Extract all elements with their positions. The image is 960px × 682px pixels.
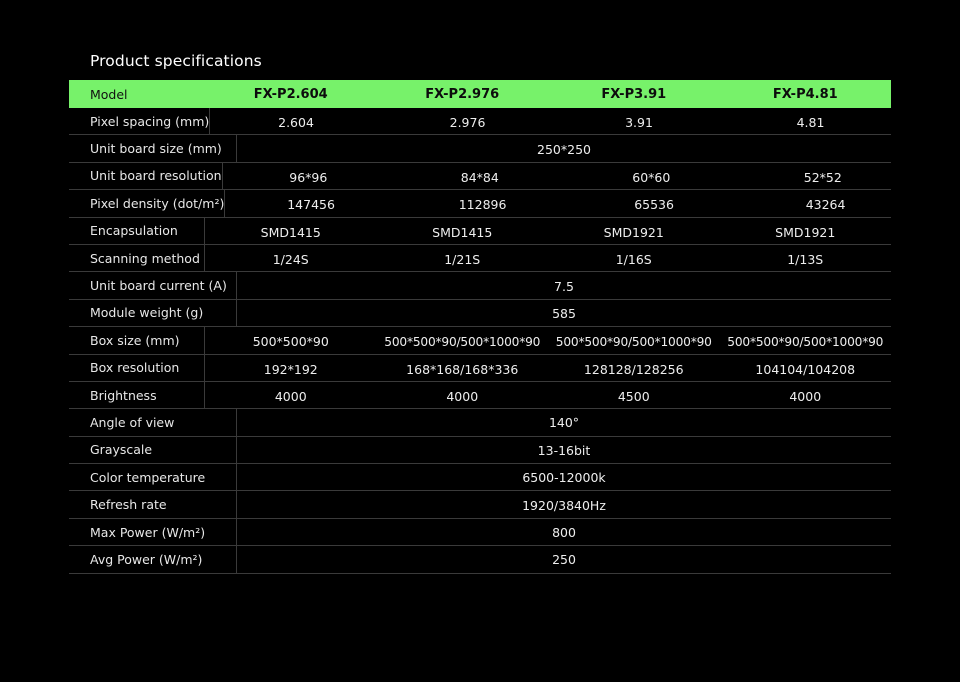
spec-value: 168*168/168*336 [406, 361, 519, 377]
spec-value: 96*96 [289, 169, 328, 185]
spec-value: 2.976 [449, 115, 486, 131]
table-body [69, 108, 891, 574]
spec-values [237, 519, 891, 545]
table-row [69, 272, 891, 299]
spec-value: 4.81 [796, 115, 825, 131]
spec-values [237, 272, 891, 298]
spec-values [237, 464, 891, 490]
spec-value-shared: 250 [552, 552, 576, 568]
spec-value: 52*52 [803, 169, 842, 185]
spec-value: 112896 [458, 197, 507, 213]
spec-label: Pixel density (dot/m²) [69, 190, 225, 216]
spec-value: 1/16S [615, 252, 652, 268]
spec-values [237, 135, 891, 161]
spec-value: SMD1921 [775, 224, 836, 240]
spec-table [69, 80, 891, 574]
spec-values [210, 108, 896, 134]
table-row [69, 464, 891, 491]
spec-values [205, 382, 891, 408]
spec-value-shared: 6500-12000k [522, 470, 606, 486]
spec-value: 60*60 [632, 169, 671, 185]
spec-value-shared: 140° [548, 415, 580, 431]
spec-label: Unit board resolution [69, 163, 223, 189]
spec-values [237, 491, 891, 517]
spec-label: Box size (mm) [69, 327, 205, 353]
table-row [69, 546, 891, 573]
spec-value: SMD1921 [603, 224, 664, 240]
header-models [205, 80, 891, 108]
table-row [69, 409, 891, 436]
spec-label: Pixel spacing (mm) [69, 108, 210, 134]
spec-label: Encapsulation [69, 218, 205, 244]
page-title: Product specifications [90, 52, 262, 70]
model-column-header: FX-P2.604 [253, 87, 328, 102]
spec-value-shared: 1920/3840Hz [522, 497, 606, 513]
spec-value-shared: 13-16bit [537, 442, 591, 458]
table-row [69, 519, 891, 546]
spec-values [237, 409, 891, 435]
spec-values [205, 218, 891, 244]
table-header-row [69, 80, 891, 108]
spec-value: 500*500*90/500*1000*90 [384, 334, 541, 349]
spec-label: Refresh rate [69, 491, 237, 517]
spec-value: 1/13S [787, 252, 824, 268]
spec-value: SMD1415 [260, 224, 321, 240]
spec-value-shared: 800 [552, 525, 576, 541]
spec-label: Brightness [69, 382, 205, 408]
spec-value: 2.604 [278, 115, 314, 131]
spec-label: Angle of view [69, 409, 237, 435]
spec-values [237, 546, 891, 572]
spec-value: 500*500*90/500*1000*90 [555, 334, 712, 349]
table-row [69, 300, 891, 327]
table-row [69, 190, 891, 217]
spec-value-shared: 585 [552, 305, 576, 321]
spec-label: Box resolution [69, 355, 205, 381]
table-row [69, 108, 891, 135]
table-row [69, 382, 891, 409]
spec-value: 4000 [789, 389, 822, 405]
spec-value: 4000 [446, 389, 479, 405]
table-row [69, 491, 891, 518]
spec-label: Unit board size (mm) [69, 135, 237, 161]
model-column-header: FX-P3.91 [601, 87, 667, 102]
spec-value: 192*192 [263, 361, 318, 377]
spec-value-shared: 7.5 [554, 278, 574, 294]
spec-label: Avg Power (W/m²) [69, 546, 237, 572]
spec-value: 84*84 [460, 169, 499, 185]
spec-label: Max Power (W/m²) [69, 519, 237, 545]
header-label-model: Model [90, 86, 128, 102]
spec-values [205, 327, 891, 353]
table-row [69, 355, 891, 382]
table-row [69, 437, 891, 464]
spec-values [205, 245, 891, 271]
table-row [69, 218, 891, 245]
table-row [69, 327, 891, 354]
table-row [69, 245, 891, 272]
spec-value: 500*500*90 [252, 334, 329, 350]
model-column-header: FX-P4.81 [772, 87, 838, 102]
spec-label: Color temperature [69, 464, 237, 490]
table-row [69, 135, 891, 162]
spec-value: 128128/128256 [583, 361, 684, 377]
spec-value: 65536 [634, 197, 674, 213]
spec-values [225, 190, 911, 216]
spec-label: Module weight (g) [69, 300, 237, 326]
spec-label: Grayscale [69, 437, 237, 463]
spec-label: Unit board current (A) [69, 272, 237, 298]
spec-value: 1/24S [272, 252, 309, 268]
spec-value: 4500 [617, 389, 650, 405]
spec-value: 4000 [274, 389, 307, 405]
spec-values [205, 355, 891, 381]
spec-value: 500*500*90/500*1000*90 [727, 334, 884, 349]
model-column-header: FX-P2.976 [425, 87, 500, 102]
spec-values [237, 437, 891, 463]
spec-value: 43264 [805, 197, 846, 213]
spec-value: SMD1415 [432, 224, 493, 240]
spec-value-shared: 250*250 [537, 141, 591, 157]
spec-values [237, 300, 891, 326]
spec-values [223, 163, 909, 189]
spec-value: 3.91 [625, 115, 653, 131]
table-row [69, 163, 891, 190]
spec-value: 147456 [287, 197, 335, 213]
spec-value: 1/21S [444, 252, 481, 268]
spec-value: 104104/104208 [755, 361, 856, 377]
spec-label: Scanning method [69, 245, 205, 271]
